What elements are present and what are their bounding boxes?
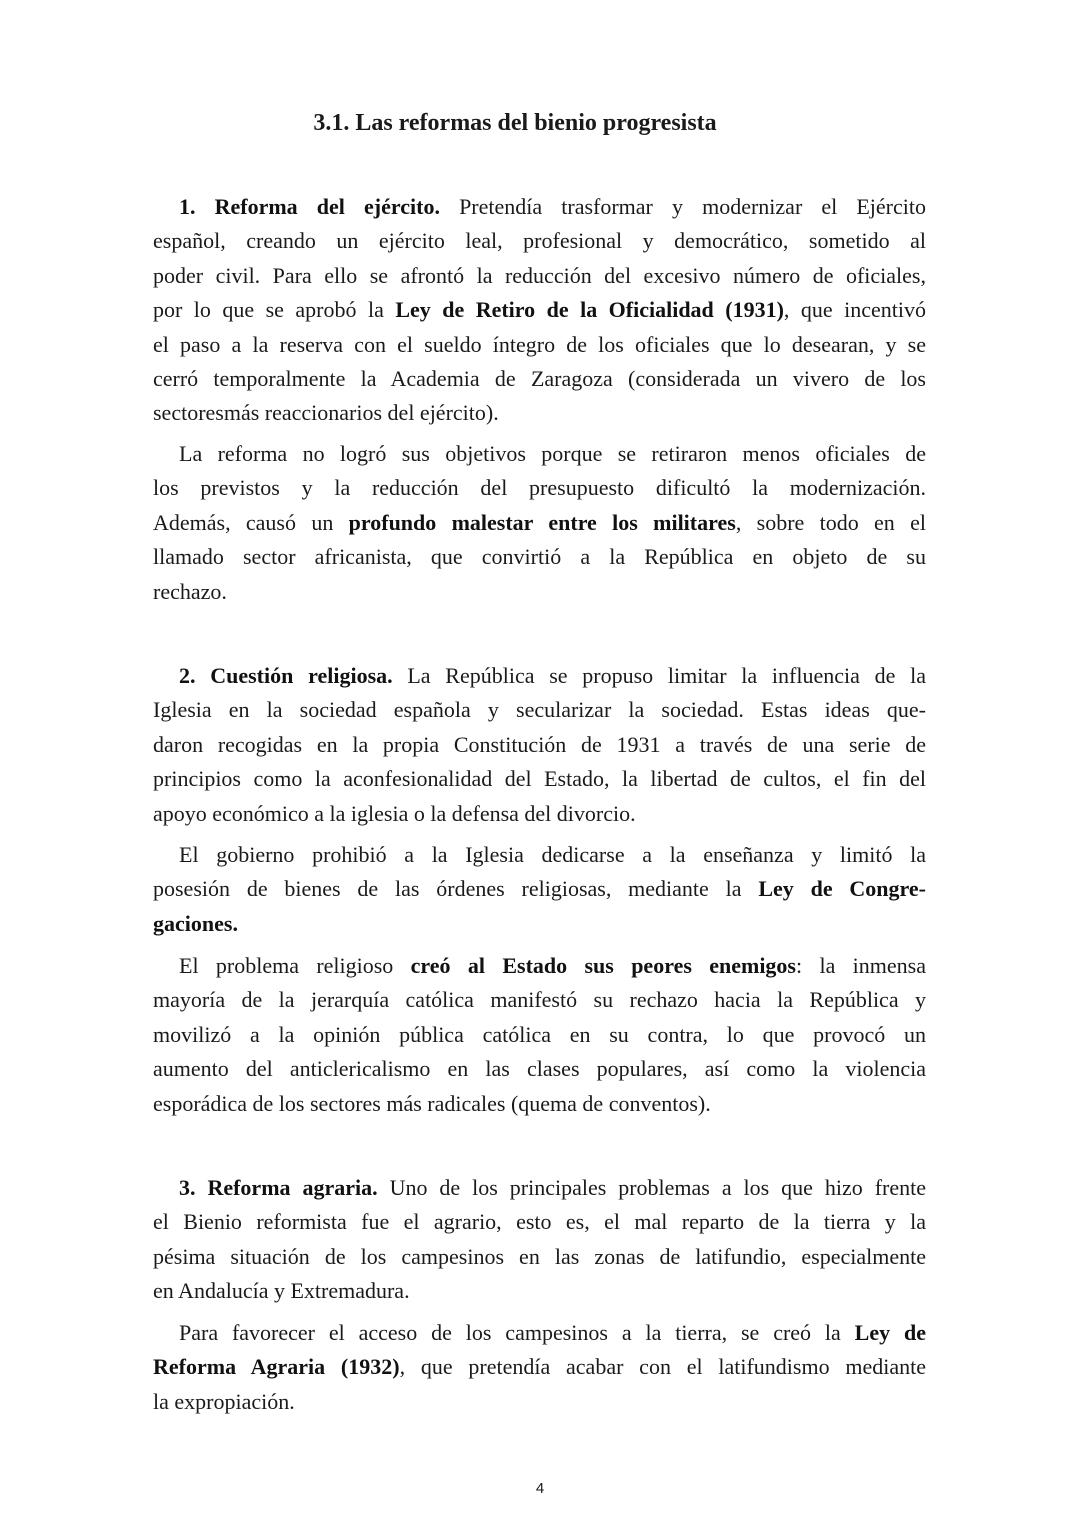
paragraph-army-results: La reforma no logró sus objetivos porque se retiraron menos oficiales de los previstos y la reducción del presupuesto dificultó la modernización. Además, causó un profundo malestar entre los militares, sobre todo en el llamado sector africanista, que convirtió a la República en objeto de su rechazo. <box>153 441 927 604</box>
paragraph-religious-problem: El problema religioso creó al Estado sus peores enemigos: la inmensa mayoría de la jerarquía católica manifestó su rechazo hacia la República y movilizó a la opinión pública católica en su contra, lo que provocó un aumento del anticlericalismo en las clases populares, así como la violencia esporádica de los sectores más radicales (quema de conventos). <box>153 953 926 1116</box>
congregations-law: Ley de Congre- <box>758 876 926 902</box>
paragraph-congregations-law: El gobierno prohibió a la Iglesia dedicarse a la enseñanza y limitó la posesión de bienes de las órdenes religiosas, mediante la Ley de Congre- gaciones. <box>153 842 926 936</box>
paragraph-agrarian-law: Para favorecer el acceso de los campesinos a la tierra, se creó la Ley de Reforma Agraria (1932), que pretendía acabar con el latifundismo mediante la expropiación. <box>153 1320 926 1414</box>
paragraph-army-reform: 1. Reforma del ejército. Pretendía trasformar y modernizar el Ejército español, creando un ejército leal, profesional y democrático, sometido al poder civil. Para ello se afrontó la reducción del excesivo número de oficiales, por lo que se aprobó la Ley de Retiro de la Oficialidad (1931), que incentivó el paso a la reserva con el sueldo íntegro de los oficiales que lo desearan, y se cerró temporalmente la Academia de Zaragoza (considerada un vivero de los sectoresmás reaccionarios del ejército). <box>153 194 926 426</box>
military-discontent: profundo malestar entre los militares <box>348 509 736 535</box>
religious-question-heading: 2. Cuestión religiosa. <box>179 663 393 688</box>
retirement-law: Ley de Retiro de la Oficialidad (1931) <box>395 297 784 323</box>
section-title: 3.1. Las reformas del bienio progresista <box>313 110 717 136</box>
army-reform-heading: 1. Reforma del ejército. <box>179 194 440 219</box>
paragraph-religious-question: 2. Cuestión religiosa. La República se propuso limitar la influencia de la Iglesia en la sociedad española y secularizar la sociedad. Estas ideas que- daron recogidas en la propia Constitución de 1931 a través de una serie de principios como la aconfesionalidad del Estado, la libertad de cultos, el fin del apoyo económico a la iglesia o la defensa del divorcio. <box>153 663 926 826</box>
agrarian-reform-heading: 3. Reforma agraria. <box>179 1175 378 1200</box>
agrarian-law: Ley de <box>854 1320 926 1345</box>
page-number: 4 <box>535 1480 545 1497</box>
paragraph-agrarian-reform: 3. Reforma agraria. Uno de los principales problemas a los que hizo frente el Bienio reformista fue el agrario, esto es, el mal reparto de la tierra y la pésima situación de los campesinos en las zonas de latifundio, especialmente en Andalucía y Extremadura. <box>153 1175 926 1304</box>
worst-enemies: creó al Estado sus peores enemigos <box>410 953 796 978</box>
